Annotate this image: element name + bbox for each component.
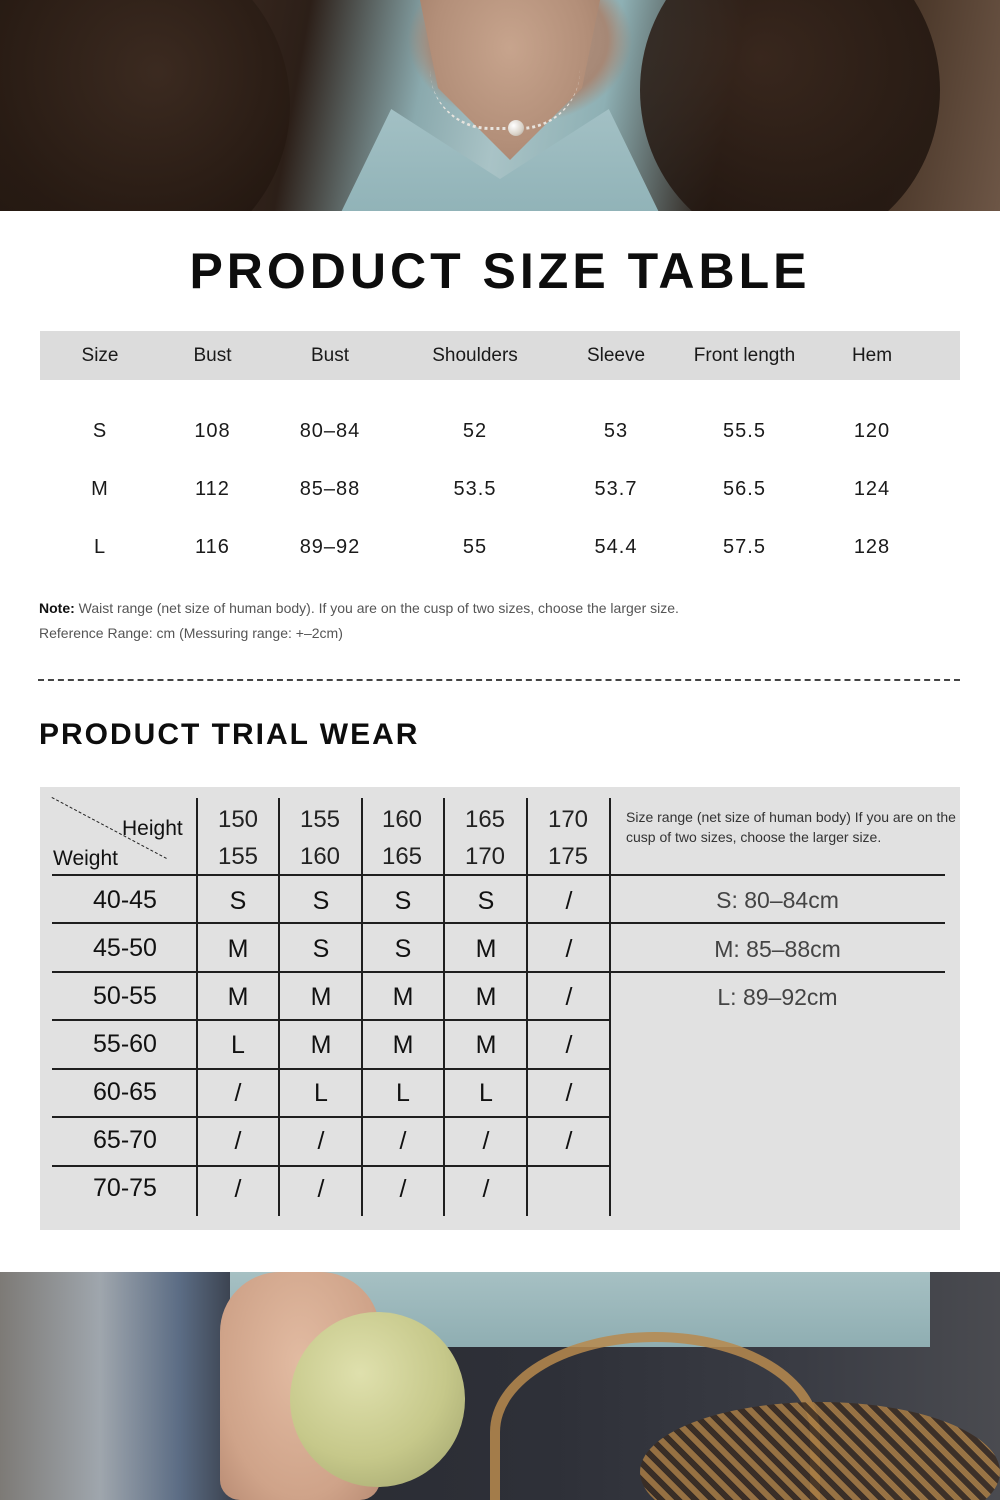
- grid-cell: M: [310, 983, 332, 1011]
- note-line-2: Reference Range: cm (Messuring range: +–2cm): [39, 625, 343, 641]
- table-row: [40, 402, 960, 460]
- bottom-product-photo: [0, 1272, 1000, 1500]
- grid-cell: M: [475, 935, 497, 963]
- grid-cell: S: [477, 887, 495, 915]
- size-note: [39, 596, 959, 646]
- size-table-body: [40, 380, 960, 576]
- grid-cell: S: [312, 887, 330, 915]
- cell-hem: 128: [853, 535, 891, 558]
- note-label: Note:: [39, 600, 75, 616]
- height-range-bottom: 160: [299, 843, 341, 870]
- cell-front-length: 57.5: [723, 535, 766, 558]
- height-range: [279, 801, 361, 875]
- height-range-bottom: 170: [464, 843, 506, 870]
- table-row: [40, 460, 960, 518]
- cell-front-length: 56.5: [723, 477, 766, 500]
- grid-cell: /: [565, 1079, 573, 1107]
- photo-necklace: [430, 70, 580, 130]
- cell-bust-range: 80–84: [299, 419, 361, 442]
- cell-shoulders: 53.5: [453, 477, 497, 500]
- cell-sleeve: 53.7: [594, 477, 638, 500]
- grid-cell: M: [475, 983, 497, 1011]
- grid-cell: /: [565, 887, 573, 915]
- cell-shoulders: 52: [462, 419, 488, 442]
- grid-line: [52, 922, 945, 924]
- height-range-top: 165: [464, 806, 506, 833]
- grid-cell: L: [396, 1079, 410, 1107]
- grid-cell: M: [392, 983, 414, 1011]
- grid-cell: /: [565, 935, 573, 963]
- grid-cell: M: [310, 1031, 332, 1059]
- grid-line: [52, 1116, 610, 1118]
- header-front-length: Front length: [693, 344, 796, 366]
- weight-label: 60-65: [93, 1078, 157, 1106]
- cell-size: S: [92, 419, 108, 442]
- cell-sleeve: 54.4: [594, 535, 638, 558]
- cell-bust-range: 85–88: [299, 477, 361, 500]
- cell-bust: 112: [195, 477, 230, 500]
- weight-label: 70-75: [93, 1174, 157, 1202]
- height-range: [361, 801, 443, 875]
- grid-cell: L: [314, 1079, 328, 1107]
- height-range: [527, 801, 609, 875]
- table-row: [40, 518, 960, 576]
- weight-label: 40-45: [93, 886, 157, 914]
- grid-cell: /: [399, 1127, 407, 1155]
- height-range-bottom: 165: [381, 843, 423, 870]
- grid-cell: /: [234, 1079, 242, 1107]
- weight-axis-label: Weight: [53, 847, 118, 870]
- cell-bust-range: 89–92: [299, 535, 361, 558]
- grid-cell: L: [231, 1031, 245, 1059]
- grid-cell: S: [394, 935, 412, 963]
- header-bust-range: Bust: [310, 344, 350, 366]
- grid-cell: /: [482, 1127, 490, 1155]
- header-bust: Bust: [193, 344, 232, 366]
- grid-cell: /: [482, 1175, 490, 1203]
- grid-line: [52, 1019, 610, 1021]
- note-line-1: [39, 596, 959, 621]
- height-range-top: 160: [381, 806, 423, 833]
- photo-pendant: [508, 120, 524, 136]
- photo-hair-right: [640, 0, 940, 211]
- trial-wear-title: PRODUCT TRIAL WEAR: [39, 718, 420, 751]
- trial-wear-table: [40, 787, 960, 1230]
- cell-shoulders: 55: [462, 535, 488, 558]
- photo-lemon: [290, 1312, 465, 1487]
- grid-cell: M: [392, 1031, 414, 1059]
- cell-hem: 120: [853, 419, 891, 442]
- cell-bust: 116: [195, 535, 230, 558]
- grid-cell: L: [479, 1079, 493, 1107]
- grid-line: [52, 874, 945, 876]
- header-sleeve: Sleeve: [586, 344, 646, 366]
- page-title: PRODUCT SIZE TABLE: [189, 243, 811, 299]
- cell-hem: 124: [853, 477, 891, 500]
- height-range-top: 150: [217, 806, 259, 833]
- cell-sleeve: 53: [603, 419, 629, 442]
- header-size: Size: [81, 344, 119, 366]
- top-product-photo: [0, 0, 1000, 211]
- trial-side-note: Size range (net size of human body) If you are on the cusp of two sizes, choose the larger size.: [626, 809, 956, 845]
- size-table-header: [40, 331, 960, 380]
- grid-line: [52, 1068, 610, 1070]
- grid-cell: S: [394, 887, 412, 915]
- weight-label: 45-50: [93, 934, 157, 962]
- grid-cell: S: [229, 887, 247, 915]
- grid-cell: S: [312, 935, 330, 963]
- grid-cell: M: [227, 983, 249, 1011]
- grid-cell: /: [565, 1031, 573, 1059]
- range-label-s: S: 80–84cm: [716, 887, 839, 913]
- height-axis-label: Height: [122, 817, 183, 840]
- range-label-m: M: 85–88cm: [714, 936, 841, 962]
- size-table: [40, 331, 960, 576]
- grid-cell: M: [227, 935, 249, 963]
- grid-cell: /: [565, 983, 573, 1011]
- height-range-top: 155: [299, 806, 341, 833]
- cell-front-length: 55.5: [723, 419, 766, 442]
- height-range: [444, 801, 526, 875]
- grid-line: [52, 971, 945, 973]
- grid-cell: /: [234, 1175, 242, 1203]
- grid-cell: /: [317, 1175, 325, 1203]
- height-range-bottom: 175: [547, 843, 589, 870]
- weight-label: 65-70: [93, 1126, 157, 1154]
- grid-cell: /: [565, 1127, 573, 1155]
- weight-label: 50-55: [93, 982, 157, 1010]
- cell-size: L: [93, 535, 107, 558]
- section-divider: [38, 679, 960, 681]
- grid-cell: M: [475, 1031, 497, 1059]
- height-range-bottom: 155: [217, 843, 259, 870]
- grid-line: [52, 1165, 610, 1167]
- grid-cell: /: [234, 1127, 242, 1155]
- cell-size: M: [91, 477, 109, 500]
- note-text: Waist range (net size of human body). If you are on the cusp of two sizes, choose the larger size.: [78, 600, 679, 616]
- photo-hair-left: [0, 0, 290, 211]
- height-range: [197, 801, 279, 875]
- cell-bust: 108: [194, 419, 231, 442]
- header-hem: Hem: [851, 344, 893, 366]
- header-shoulders: Shoulders: [432, 344, 518, 366]
- range-label-l: L: 89–92cm: [717, 984, 838, 1010]
- grid-cell: /: [317, 1127, 325, 1155]
- grid-cell: /: [399, 1175, 407, 1203]
- height-range-top: 170: [547, 806, 589, 833]
- weight-label: 55-60: [93, 1030, 157, 1058]
